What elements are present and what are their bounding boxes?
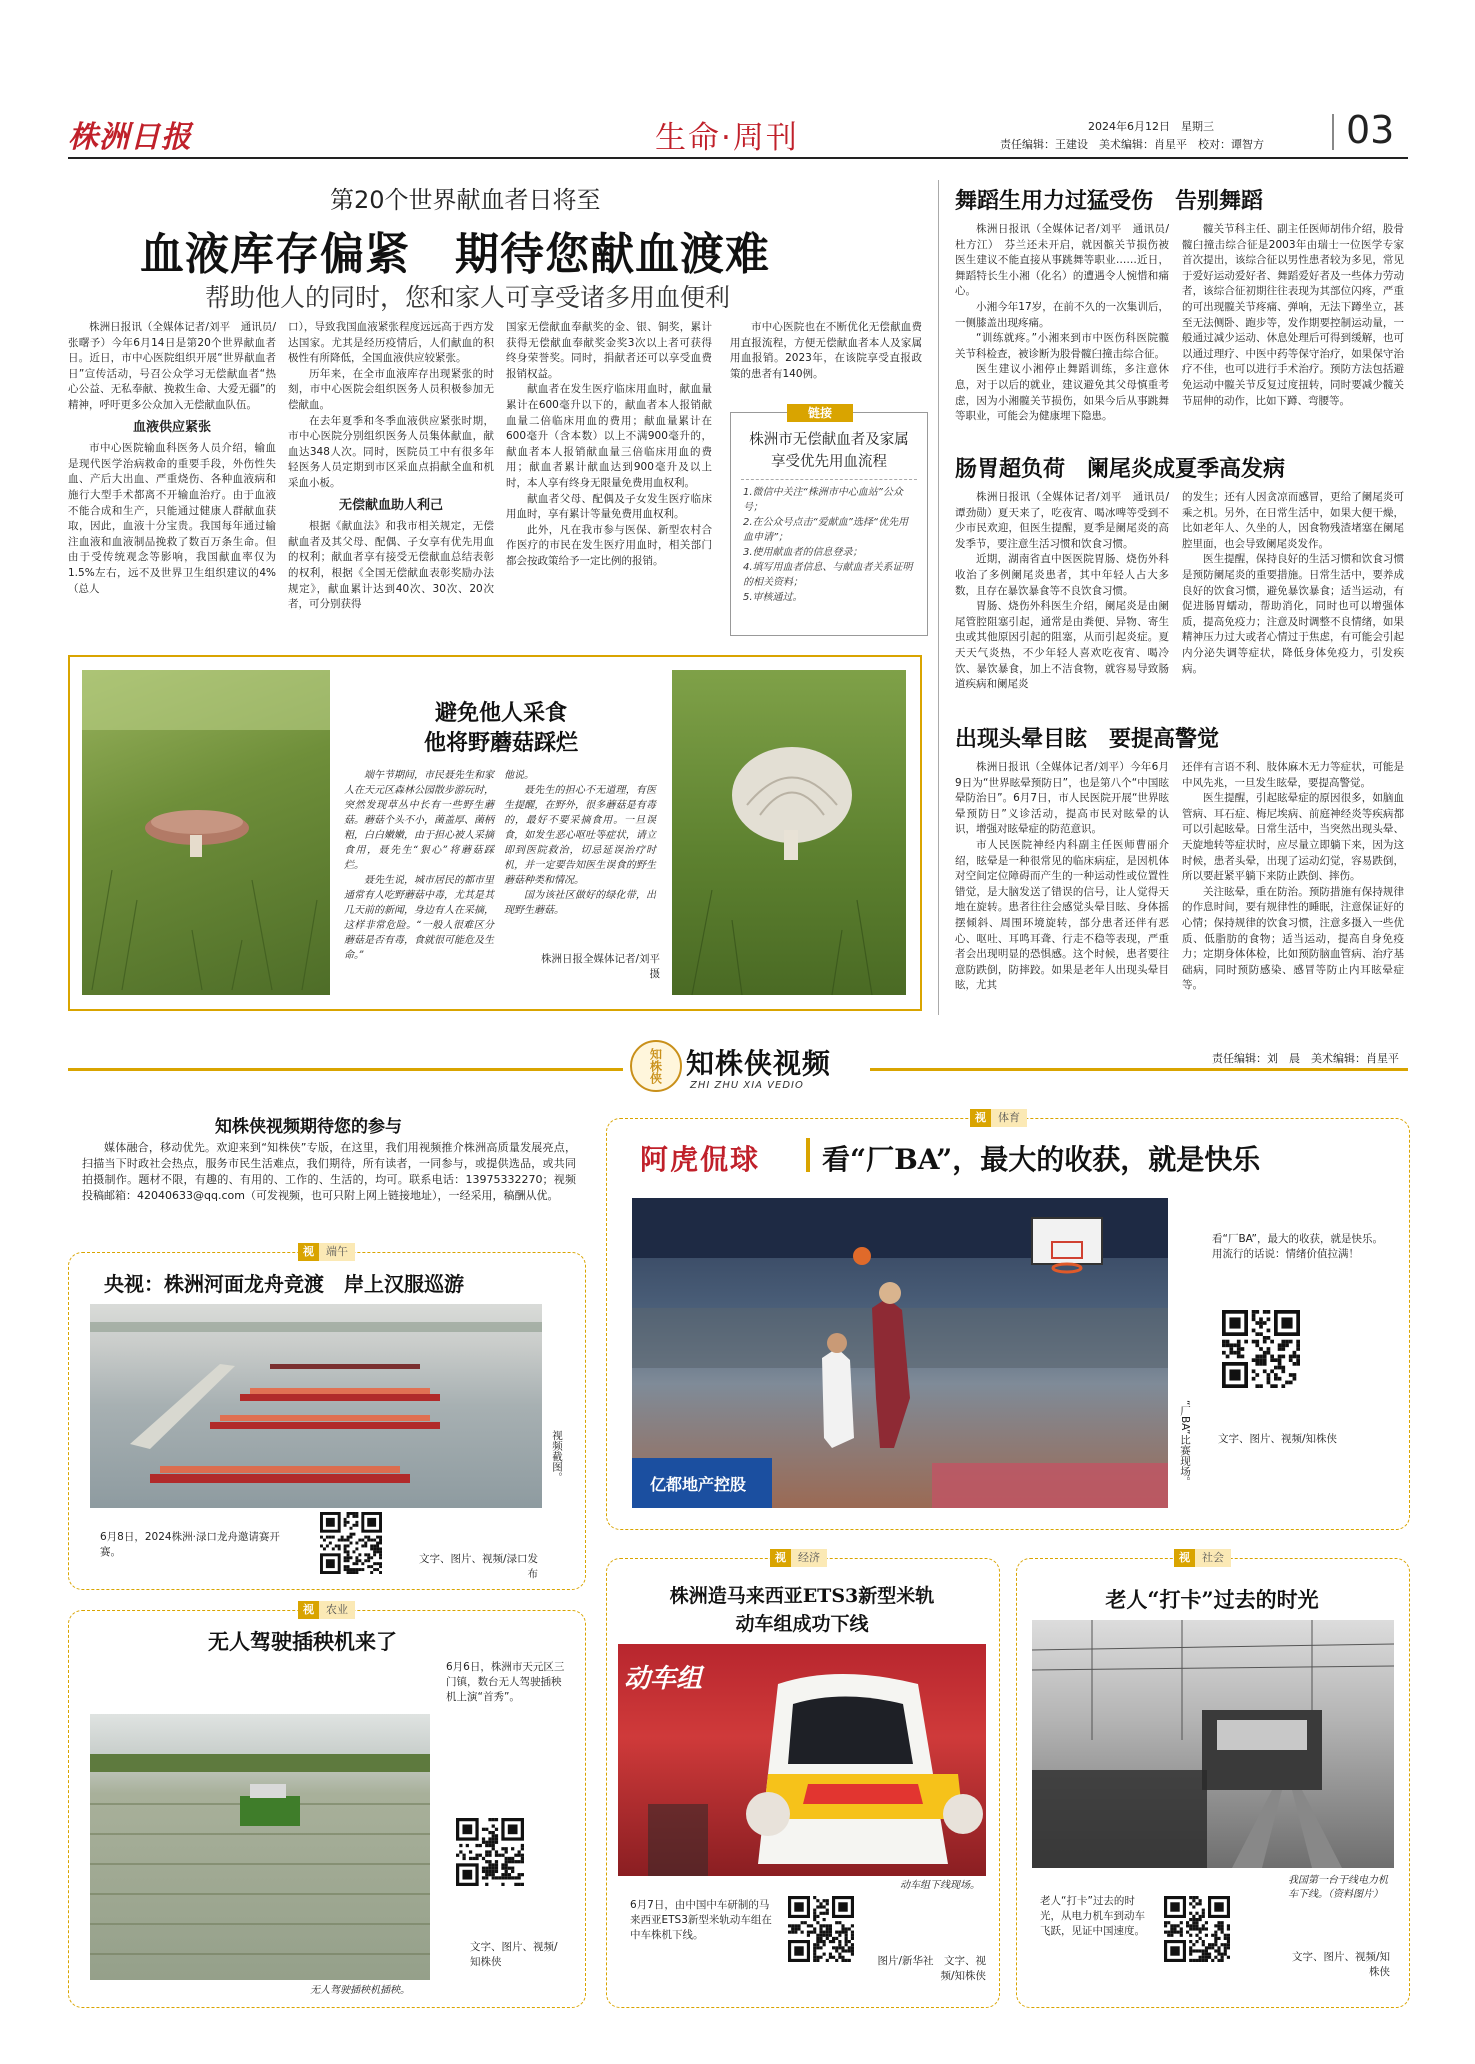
dragon-headline: 央视：株洲河面龙舟竞渡 岸上汉服巡游 (104, 1272, 464, 1296)
link-step: 4.填写用血者信息、与献血者关系证明的相关资料； (743, 562, 913, 588)
train-qr-code[interactable] (788, 1896, 854, 1962)
link-steps (743, 485, 917, 605)
basketball-tag: 视 体育 (970, 1109, 1027, 1127)
video-logo-seal-text: 知株侠 (648, 1048, 663, 1084)
link-sidebar (730, 406, 928, 636)
masthead-rule (68, 157, 1408, 159)
oldman-qr-code[interactable] (1164, 1896, 1230, 1962)
oldman-headline: 老人“打卡”过去的时光 (1105, 1587, 1319, 1612)
basketball-qr-code[interactable] (1222, 1310, 1300, 1388)
basketball-title-divider (806, 1138, 810, 1172)
train-banner-text: 动车组 (624, 1664, 703, 1694)
oldman-photo-caption: 我国第一台干线电力机车下线。（资料图片） (1288, 1875, 1388, 1900)
link-step: 2.在公众号点击“爱献血”选择“优先用血申请”； (743, 517, 909, 543)
link-step: 5.审核通过。 (743, 592, 803, 603)
rice-caption: 6月6日，株洲市天元区三门镇，数台无人驾驶插秧机上演“首秀”。 (446, 1661, 565, 1703)
rice-credit: 文字、图片、视频/知株侠 (470, 1941, 558, 1968)
lead-col-4: 市中心医院也在不断优化无偿献血费用直报流程，方便无偿献血者本人及家属用血报销。2023年，在该院享受直报政策的患者有140例。 (730, 321, 922, 380)
train-credit: 图片/新华社 文字、视频/知株侠 (877, 1955, 986, 1982)
dizzy-col-1: 株洲日报讯（全媒体记者/刘平）今年6月9日为“世界眩晕预防日”，也是第八个“中国眩晕防治日”。6月7日，市人民医院开展“世界眩晕预防日”义诊活动，提高市民对眩晕的认识，增强对眩晕症的防范意识。 市人民医院神经内科副主任医师曹丽介绍，眩晕是一种很常见的临床病症，是因机体对空间定位障碍而产生的一种运动性或位置性错觉，是大脑发送了错误的信号，让人觉得天地在旋转。患者往往会感觉头晕目眩、身体摇摆倾斜、周围环境旋转，部分患者还伴有恶心、呕吐、耳鸣耳聋、行走不稳等表现，严重者会出现明显的恐惧感。这个时候，患者要往意防跌倒，防摔跤。如果是老年人出现头晕目眩，尤其 (955, 761, 1169, 992)
lead-kicker: 第20个世界献血者日将至 (330, 186, 601, 214)
page-number: 03 (1346, 108, 1395, 152)
mushroom-photo-right (672, 670, 906, 995)
train-caption: 6月7日，由中国中车研制的马来西亚ETS3新型米轨动车组在中车株机下线。 (630, 1899, 772, 1941)
video-intro-title: 知株侠视频期待您的参与 (215, 1117, 402, 1137)
video-section-rule-left (68, 1068, 623, 1071)
dragon-vertical-caption: 视频截图。 (551, 1430, 563, 1483)
dragon-caption: 6月8日，2024株洲·渌口龙舟邀请赛开赛。 (100, 1531, 280, 1558)
mushroom-photo-left (82, 670, 330, 995)
rice-tag: 视 农业 (298, 1601, 355, 1619)
train-tag: 视 经济 (770, 1549, 827, 1567)
dragon-tag: 视 端午 (298, 1243, 355, 1261)
oldman-caption: 老人“打卡”过去的时光，从电力机车到动车飞跃，见证中国速度。 (1040, 1895, 1145, 1937)
oldman-photo (1032, 1620, 1394, 1868)
train-photo-caption: 动车组下线现场。 (900, 1880, 980, 1891)
basketball-banner-text: 亿都地产控股 (650, 1475, 747, 1494)
rice-qr-code[interactable] (456, 1818, 524, 1886)
mushroom-col-2: 他说。 聂先生的担心不无道理，有医生提醒，在野外，很多蘑菇是有毒的，最好不要采摘食用。一旦误食，如发生恶心呕吐等症状，请立即到医院救治，切忌延误治疗时机，并一定要告知医生误食的野生蘑菇种类和情况。 国为该社区做好的绿化带，出现野生蘑菇。 (504, 770, 656, 916)
dance-col-1: 株洲日报讯（全媒体记者/刘平 通讯员/杜方江） 芬兰还未开启，就因髌关节损伤被医生建议不能直接从事跳舞等职业……近日，舞蹈特长生小湘（化名）的遭遇令人惋惜和痛心。 小湘今年17岁，在前不久的一次集训后，一侧膝盖出现疼痛。 “训练就疼。”小湘来到市中医伤科医院髋关节科检查，被诊断为股骨髋臼撞击综合征。 医生建议小湘停止舞蹈训练，多注意休息，对于以后的就业，建议避免其父母慎重考虑，因为小湘髋关节损伤，如果今后从事跳舞等职业，可能会为健康埋下隐患。 (955, 223, 1169, 423)
dizzy-headline: 出现头晕目眩 要提高警觉 (955, 726, 1220, 752)
lead-col-1: 株洲日报讯（全媒体记者/刘平 通讯员/张曙予）今年6月14日是第20个世界献血者日。近日，市中心医院组织开展“世界献血者日”宣传活动，号召公众学习无偿献血者“热心公益、无私奉献、挽救生命、大爱无疆”的精神，呼吁更多公众加入无偿献血队伍。 血液供应紧张 市中心医院输血科医务人员介绍，输血是现代医学治病救命的重要手段，外伤性失血、产后大出血、严重烧伤、各种血液病和施行大型手术都离不开输血治疗。由于血液不能合成和生产，只能通过健康人群献血获取，因此，血液十分宝贵。我国每年通过输注血液和血液制品挽救了数百万条生命。但由于受传统观念等影响，我国献血率仅为1.5%左右，远不及世界卫生组织建议的4%（总人 (68, 321, 276, 595)
basketball-credit: 文字、图片、视频/知株侠 (1218, 1433, 1338, 1445)
basketball-headline: 看“厂BA”，最大的收获，就是快乐 (822, 1143, 1261, 1176)
gut-col-1: 株洲日报讯（全媒体记者/刘平 通讯员/谭劲勋）夏天来了，吃夜宵、喝冰啤等受到不少市民欢迎，但医生提醒，夏季是阑尾炎的高发季节，要注意生活习惯和饮食习惯。 近期，湖南省直中医医院胃肠、烧伤外科收治了多例阑尾炎患者，其中年轻人占大多数，且存在暴饮暴食等不良饮食习惯。 胃肠、烧伤外科医生介绍，阑尾炎是由阑尾管腔阻塞引起，通常是由粪便、异物、寄生虫或其他原因引起的阻塞，从而引起炎症。夏天天气炎热，不少年轻人喜欢吃夜宵、喝冷饮、暴饮暴食，加上不洁食物，就容易导致肠道疾病和阑尾炎 (955, 491, 1169, 691)
oldman-tag: 视 社会 (1174, 1549, 1231, 1567)
basketball-column-name: 阿虎侃球 (640, 1143, 761, 1176)
dragon-qr-code[interactable] (320, 1512, 382, 1574)
page-editors: 责任编辑：王建设 美术编辑：肖星平 校对：谭智方 (1000, 138, 1264, 151)
link-step: 3.使用献血者的信息登录； (743, 547, 863, 558)
link-title: 株洲市无偿献血者及家属享受优先用血流程 (749, 432, 909, 470)
newspaper-logo: 株洲日报 (68, 120, 192, 155)
lead-subheading-benefit: 无偿献血助人利己 (338, 497, 443, 513)
video-intro-body: 媒体融合，移动优先。欢迎来到“知株侠”专版，在这里，我们用视频推介株洲高质量发展亮点，扫描当下时政社会热点，服务市民生活难点，我们期待，所有读者，一同参与，或提供选品，或共同拍摄制作。题材不限，有趣的、有用的、工作的、生活的，均可。联系电话：13975332270；视频投稿邮箱：42040633@qq.com（可发视频，也可只附上网上链接地址），一经采用，稿酬从优。 (82, 1141, 576, 1202)
lead-col-3: 国家无偿献血奉献奖的金、银、铜奖，累计获得无偿献血奉献奖金奖3次以上者可获得终身荣誉奖。同时，捐献者还可以享受血费报销权益。 献血者在发生医疗临床用血时，献血量累计在600毫升以下的，献血者本人报销献血量二倍临床用血的费用；献血量累计在600毫升（含本数）以上不满900毫升的，献血者本人报销献血量三倍临床用血的费用；献血者累计献血达到900毫升及以上时，本人享有终身无限量免费用血权利。 献血者父母、配偶及子女发生医疗临床用血时，享有累计等量免费用血权利。 此外，凡在我市参与医保、新型农村合作医疗的市民在发生医疗用血时，相关部门都会按政策给予一定比例的报销。 (506, 321, 712, 567)
dragon-credit: 文字、图片、视频/渌口发布 (418, 1553, 538, 1580)
oldman-credit: 文字、图片、视频/知株侠 (1291, 1951, 1390, 1978)
header-divider (1332, 114, 1334, 150)
column-divider (938, 180, 939, 1015)
mushroom-col-1: 端午节期间，市民聂先生和家人在天元区森林公园散步游玩时，突然发现草丛中长有一些野生蘑菇。蘑菇个头不小，菌盖厚、菌柄粗，白白嫩嫩，由于担心被人采摘食用，聂先生“狠心”将蘑菇踩烂。 聂先生说，城市居民的都市里通常有人吃野蘑菇中毒，尤其是其几天前的新闻，身边有人在采摘，这样非常危险。“一般人很难区分蘑菇是否有毒，食就很可能危及生命。” (344, 770, 494, 961)
dance-col-2: 髋关节科主任、副主任医师胡伟介绍，股骨髋臼撞击综合征是2003年由瑞士一位医学专家首次提出，该综合征以男性患者较为多见，常见于爱好运动爱好者、舞蹈爱好者及一些体力劳动者，该综合征初期往往表现为其部位闪疼，严重的可出现髋关节疼痛、弹响，无法下蹲坐立，甚至无法侧卧、跑步等，发作期要控制运动量，一般通过减少运动、休息处理后可得到缓解，也可以通过理疗、中医中药等保守治疗，如果保守治疗不佳，也可以进行手术治疗。预防方法包括避免运动中髋关节反复过度扭转，同时要减少髋关节屈伸的动作，比如下蹲、弯腰等。 (1182, 223, 1404, 407)
train-photo (618, 1644, 986, 1876)
basketball-vertical-caption: “厂BA”比赛现场。 (1179, 1400, 1191, 1487)
lead-headline: 血液库存偏紧 期待您献血渡难 (140, 229, 770, 280)
dizzy-col-2: 还伴有言语不利、肢体麻木无力等症状，可能是中风先兆，一旦发生眩晕，要提高警觉。 医生提醒，引起眩晕症的原因很多，如脑血管病、耳石症、梅尼埃病、前庭神经炎等疾病都可以引起眩晕。日常生活中，当突然出现头晕、天旋地转等症状时，应尽量立即躺下来，因为这时候，患者头晕，出现了运动幻觉，容易跌倒，所以要赶紧平躺下来防止跌倒、摔伤。 关注眩晕，重在防治。预防措施有保持规律的作息时间，要有规律性的睡眠，注意保证好的心情；保持规律的饮食习惯，注意多摄入一些优质、低脂肪的食物；适当运动，提高自身免疫力；定期身体体检，比如预防脑血管病、治疗基础病，同时预防感染、感冒等防止内耳眩晕症等。 (1182, 761, 1404, 992)
basketball-photo (632, 1198, 1168, 1508)
section-title: 生命·周刊 (655, 120, 799, 156)
mushroom-headline: 避免他人采食 他将野蘑菇踩烂 (423, 700, 578, 756)
rice-photo (90, 1714, 430, 1980)
video-logo-text: 知株侠视频 (686, 1047, 832, 1080)
gut-col-2: 的发生；还有人因贪凉而感冒，更给了阑尾炎可乘之机。另外，在日常生活中，如果大便干燥，比如老年人、久坐的人，因食物残渣堵塞在阑尾腔里面，也会导致阑尾炎发作。 医生提醒，保持良好的生活习惯和饮食习惯是预防阑尾炎的重要措施。日常生活中，要养成良好的饮食习惯，避免暴饮暴食；适当运动，有促进肠胃蠕动，帮助消化，同时也可以增强体质，提高免疫力；注意及时调整不良情绪，如果精神压力过大或者心情过于焦虑，有可能会引起内分泌失调等症状，降低身体免疫力，引发疾病。 (1182, 491, 1404, 675)
basketball-caption: 看“厂BA”，最大的收获，就是快乐。用流行的话说：情绪价值拉满！ (1212, 1233, 1383, 1260)
dragon-photo (90, 1304, 542, 1508)
dance-headline: 舞蹈生用力过猛受伤 告别舞蹈 (955, 188, 1264, 214)
link-tag: 链接 (787, 404, 853, 422)
rice-photo-caption: 无人驾驶插秧机插秧。 (310, 1985, 410, 1996)
issue-date: 2024年6月12日 星期三 (1088, 120, 1214, 133)
train-headline: 株洲造马来西亚ETS3新型米轨 动车组成功下线 (669, 1585, 935, 1635)
lead-col-2: 口），导致我国血液紧张程度远远高于西方发达国家。尤其是经历疫情后，人们献血的积极性有所降低，全国血液供应较紧张。 历年来，在全市血液库存出现紧张的时刻，市中心医院会组织医务人员积极参加无偿献血。 在去年夏季和冬季血液供应紧张时期，市中心医院分别组织医务人员集体献血，献血达348人次。同时，医院员工中有很多年轻医务人员定期到市区采血点捐献全血和机采血小板。 无偿献血助人利己 根据《献血法》和我市相关规定，无偿献血者及其父母、配偶、子女享有优先用血的权利；献血者享有接受无偿献血总结表彰的权利，根据《全国无偿献血表彰奖励办法规定》，献血累计达到40次、30次、20次者，可分别获得 (288, 321, 494, 611)
link-step: 1.微信中关注“株洲市中心血站”公众号； (743, 487, 903, 513)
video-editors: 责任编辑：刘 晨 美术编辑：肖星平 (1212, 1052, 1399, 1065)
video-logo-pinyin: ZHI ZHU XIA VEDIO (690, 1080, 804, 1091)
video-logo-seal (630, 1040, 682, 1092)
video-section-rule-right (870, 1068, 1408, 1071)
rice-headline: 无人驾驶插秧机来了 (208, 1629, 397, 1654)
mushroom-credit: 株洲日报全媒体记者/刘平 摄 (540, 953, 671, 980)
lead-subhead: 帮助他人的同时，您和家人可享受诸多用血便利 (205, 283, 731, 312)
lead-subheading-supply: 血液供应紧张 (132, 419, 211, 435)
gut-headline: 肠胃超负荷 阑尾炎成夏季高发病 (955, 456, 1286, 482)
